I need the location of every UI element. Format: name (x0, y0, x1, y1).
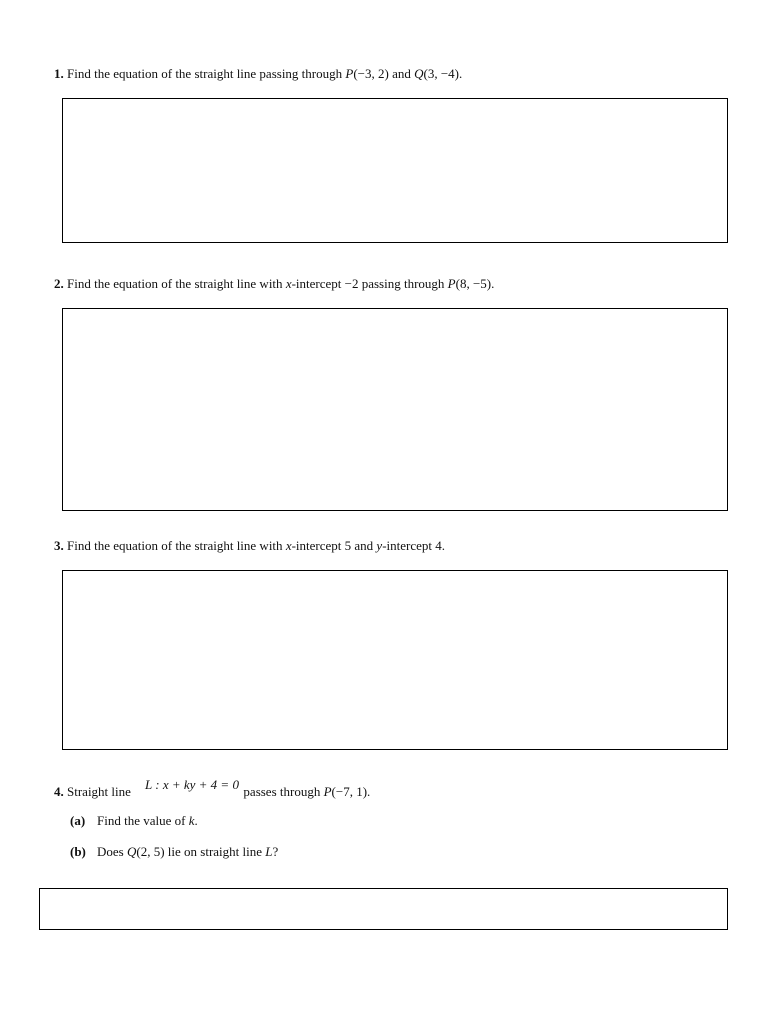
point-name: P (323, 784, 332, 799)
question-text: and (388, 66, 415, 81)
variable: x (285, 276, 292, 291)
question-4b (70, 844, 278, 860)
answer-box-3[interactable] (62, 570, 728, 750)
question-2 (54, 276, 494, 292)
answer-box-4[interactable] (39, 888, 728, 930)
line-equation: L : x + ky + 4 = 0 (145, 777, 239, 792)
question-number: 3. (54, 538, 64, 553)
question-number: 4. (54, 784, 64, 799)
point-name: P (447, 276, 456, 291)
question-number: 2. (54, 276, 64, 291)
part-text: Does (97, 844, 127, 859)
point-name: Q (126, 844, 137, 859)
question-4a (70, 813, 198, 829)
point-coords: (−3, 2) (353, 66, 389, 81)
question-text: . (491, 276, 495, 291)
point-coords: (3, −4) (423, 66, 460, 81)
part-label: (b) (70, 844, 86, 859)
variable: x (285, 538, 292, 553)
question-text: Find the equation of the straight line with (63, 276, 286, 291)
point-coords: (−7, 1) (331, 784, 368, 799)
question-text: . (459, 66, 463, 81)
question-text: -intercept −2 passing through (291, 276, 448, 291)
question-text: passes through (240, 784, 324, 799)
point-name: Q (414, 66, 424, 81)
part-text: ? (272, 844, 279, 859)
answer-box-1[interactable] (62, 98, 728, 243)
question-text: . (367, 784, 371, 799)
part-text: Find the value of (97, 813, 189, 828)
question-text: Straight line (63, 784, 135, 799)
part-text: lie on straight line (164, 844, 266, 859)
part-text: . (194, 813, 198, 828)
question-text: Find the equation of the straight line with (63, 538, 286, 553)
question-3 (54, 538, 445, 554)
answer-box-2[interactable] (62, 308, 728, 511)
line-name: L (265, 844, 273, 859)
point-coords: (8, −5) (455, 276, 492, 291)
question-text: -intercept 5 and (291, 538, 377, 553)
variable: k (188, 813, 195, 828)
point-name: P (345, 66, 354, 81)
question-text: -intercept 4. (382, 538, 446, 553)
question-text: Find the equation of the straight line passing through (63, 66, 346, 81)
question-1 (54, 66, 462, 82)
point-coords: (2, 5) (136, 844, 165, 859)
question-number: 1. (54, 66, 64, 81)
part-label: (a) (70, 813, 86, 828)
variable: y (376, 538, 383, 553)
